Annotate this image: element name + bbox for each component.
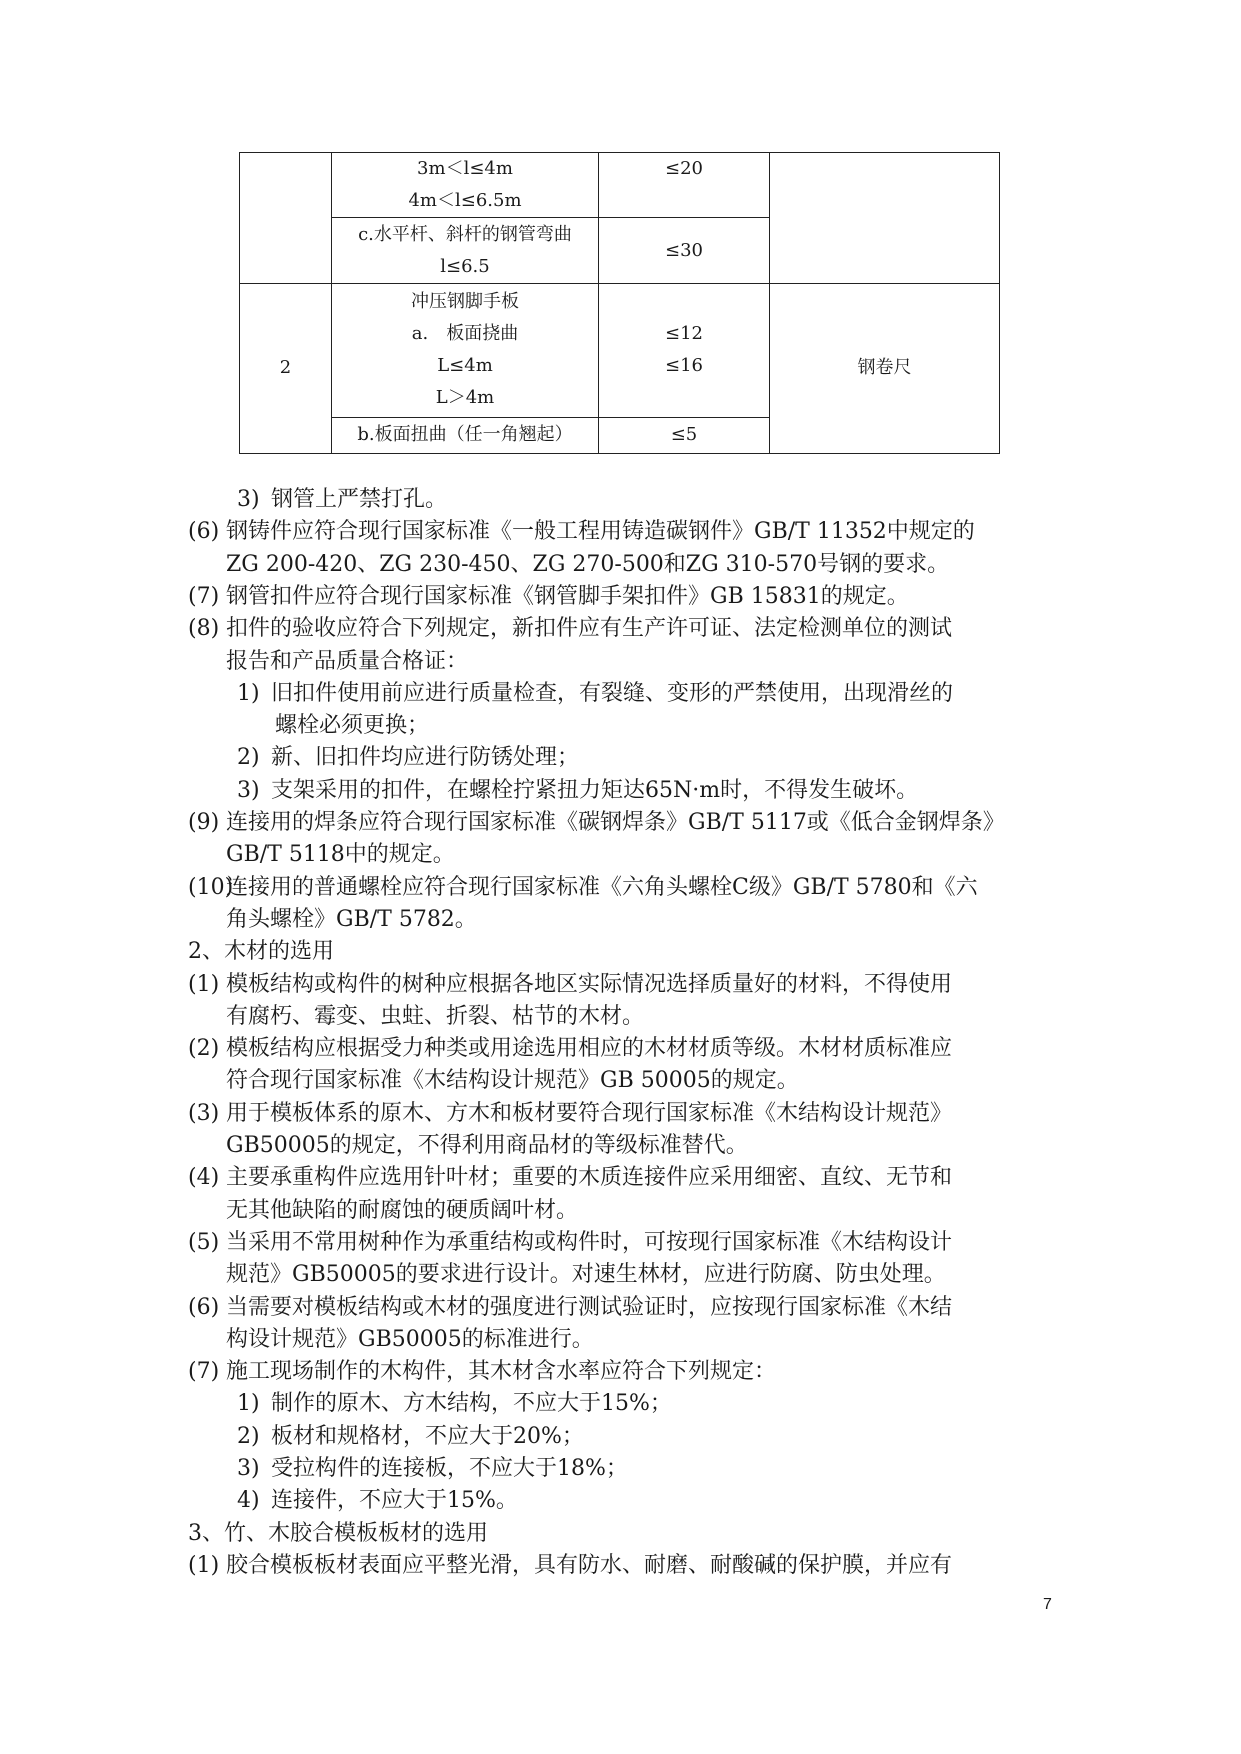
table-cell-tool (770, 153, 1000, 284)
line-text: 无其他缺陷的耐腐蚀的硬质阔叶材。 (226, 1197, 579, 1223)
line-text: 连接用的焊条应符合现行国家标准《碳钢焊条》GB/T 5117或《低合金钢焊条》 (226, 810, 1005, 835)
line-text: 主要承重构件应选用针叶材；重要的木质连接件应采用细密、直纹、无节和 (226, 1165, 953, 1191)
line-text: 旧扣件使用前应进行质量检查，有裂缝、变形的严禁使用，出现滑丝的 (271, 680, 954, 706)
list-number: (7) (188, 583, 220, 609)
text-line (188, 807, 1005, 839)
text-line (226, 549, 949, 581)
text-line (188, 581, 909, 613)
text-line (226, 839, 455, 871)
item-line: 冲压钢脚手板 (411, 291, 519, 313)
item-line: L≤4m (437, 355, 493, 377)
table-cell-no: 2 (240, 283, 332, 453)
text-line (237, 775, 918, 807)
table-cell-tolerance (599, 153, 770, 218)
tolerance-value: ≤20 (665, 158, 703, 179)
list-number: (1) (188, 1552, 220, 1578)
inspection-table (239, 152, 1000, 454)
list-number: (6) (188, 519, 220, 545)
line-text: 2、木材的选用 (188, 939, 334, 965)
line-text: 施工现场制作的木构件，其木材含水率应符合下列规定： (226, 1359, 777, 1385)
line-text: 钢管上严禁打孔。 (271, 487, 448, 512)
text-line (188, 969, 952, 1001)
text-line (237, 484, 447, 516)
item-line: c.水平杆、斜杆的钢管弯曲 (358, 223, 572, 245)
table-cell-tolerance (599, 283, 770, 417)
list-number: 1) (237, 1391, 260, 1417)
list-number: (1) (188, 971, 220, 997)
line-text: 新、旧扣件均应进行防锈处理； (271, 745, 580, 771)
table-cell-item: b.板面扭曲（任一角翘起） (332, 417, 599, 453)
line-text: 支架采用的扣件，在螺栓拧紧扭力矩达65N·m时，不得发生破坏。 (271, 777, 919, 803)
item-line: 4m＜l≤6.5m (408, 190, 522, 212)
table-row (240, 283, 1000, 417)
text-line (226, 1324, 594, 1356)
list-number: (2) (188, 1036, 220, 1062)
text-line (226, 1065, 799, 1097)
text-line (188, 1098, 952, 1130)
tolerance-value: ≤30 (665, 239, 703, 261)
item-line: 3m＜l≤4m (417, 158, 513, 180)
text-line (237, 1421, 584, 1453)
list-number: (4) (188, 1165, 220, 1191)
list-number: 2) (237, 745, 260, 771)
line-text: 钢铸件应符合现行国家标准《一般工程用铸造碳钢件》GB/T 11352中规定的 (226, 519, 975, 545)
table-row (240, 153, 1000, 218)
line-text: 报告和产品质量合格证： (226, 648, 469, 674)
list-number: (10) (188, 874, 234, 900)
tolerance-value: ≤16 (665, 355, 703, 377)
list-number: 4) (237, 1488, 260, 1514)
list-number: 3) (237, 1456, 260, 1481)
text-line (237, 1485, 518, 1517)
line-text: 规范》GB50005的要求进行设计。对速生林材，应进行防腐、防虫处理。 (226, 1262, 946, 1288)
line-text: 螺栓必须更换； (275, 713, 430, 739)
list-number: (8) (188, 616, 220, 642)
text-line (188, 1292, 952, 1324)
text-line (226, 1001, 644, 1033)
list-number: (3) (188, 1100, 220, 1126)
table-cell-item (332, 218, 599, 283)
text-line (188, 936, 334, 968)
text-line (275, 710, 429, 742)
line-text: 钢管扣件应符合现行国家标准《钢管脚手架扣件》GB 15831的规定。 (226, 583, 909, 609)
text-line (188, 1162, 952, 1194)
table-cell-tolerance (599, 218, 770, 283)
table-cell-item (332, 153, 599, 218)
line-text: 构设计规范》GB50005的标准进行。 (226, 1326, 594, 1352)
table-cell-no (240, 153, 332, 284)
line-text: 用于模板体系的原木、方木和板材要符合现行国家标准《木结构设计规范》 (226, 1100, 953, 1126)
list-number: 2) (237, 1423, 260, 1449)
text-line (188, 1550, 952, 1582)
line-text: GB50005的规定，不得利用商品材的等级标准替代。 (226, 1133, 748, 1158)
list-number: 1) (237, 680, 260, 706)
line-text: 胶合模板板材表面应平整光滑，具有防水、耐磨、耐酸碱的保护膜，并应有 (226, 1552, 953, 1578)
list-number: (9) (188, 810, 220, 835)
tolerance-value: ≤12 (665, 323, 703, 345)
item-line: L＞4m (435, 387, 495, 409)
table-cell-item (332, 283, 599, 417)
line-text: 角头螺栓》GB/T 5782。 (226, 906, 477, 932)
item-line: a. 板面挠曲 (411, 323, 519, 345)
list-number: (5) (188, 1229, 220, 1255)
line-text: 板材和规格材，不应大于20%； (271, 1423, 584, 1449)
line-text: 制作的原木、方木结构，不应大于15%； (271, 1391, 672, 1417)
item-line: l≤6.5 (440, 255, 490, 277)
line-text: 受拉构件的连接板，不应大于18%； (271, 1456, 628, 1481)
list-number: 3) (237, 487, 260, 512)
line-text: 当需要对模板结构或木材的强度进行测试验证时，应按现行国家标准《木结 (226, 1294, 953, 1320)
text-line (188, 613, 952, 645)
line-text: 有腐朽、霉变、虫蛀、折裂、枯节的木材。 (226, 1003, 645, 1029)
text-line (226, 646, 468, 678)
text-line (188, 1356, 776, 1388)
text-line (188, 1033, 952, 1065)
text-line (237, 678, 953, 710)
line-text: 连接用的普通螺栓应符合现行国家标准《六角头螺栓C级》GB/T 5780和《六 (226, 874, 978, 900)
line-text: 扣件的验收应符合下列规定，新扣件应有生产许可证、法定检测单位的测试 (226, 616, 953, 642)
text-line (226, 1130, 748, 1162)
text-line (237, 742, 579, 774)
table-cell-tolerance: ≤5 (599, 417, 770, 453)
table-cell-tool: 钢卷尺 (770, 283, 1000, 453)
line-text: 模板结构或构件的树种应根据各地区实际情况选择质量好的材料，不得使用 (226, 971, 953, 997)
text-line (226, 904, 477, 936)
line-text: 当采用不常用树种作为承重结构或构件时，可按现行国家标准《木结构设计 (226, 1229, 953, 1255)
list-number: 3) (237, 777, 260, 803)
line-text: ZG 200-420、ZG 230-450、ZG 270-500和ZG 310-570号钢的要求。 (226, 551, 950, 577)
list-number: (7) (188, 1359, 220, 1385)
line-text: 3、竹、木胶合模板板材的选用 (188, 1520, 488, 1546)
line-text: 模板结构应根据受力种类或用途选用相应的木材材质等级。木材材质标准应 (226, 1036, 953, 1062)
text-line (188, 1518, 488, 1550)
text-line (237, 1388, 672, 1420)
text-line (188, 516, 975, 548)
list-number: (6) (188, 1294, 220, 1320)
line-text: 符合现行国家标准《木结构设计规范》GB 50005的规定。 (226, 1068, 799, 1094)
text-line (226, 1195, 578, 1227)
text-line (188, 1227, 952, 1259)
line-text: GB/T 5118中的规定。 (226, 842, 455, 868)
line-text: 连接件，不应大于15%。 (271, 1488, 518, 1514)
page-number: 7 (1043, 1596, 1052, 1613)
text-line (188, 872, 978, 904)
text-line (226, 1259, 946, 1291)
text-line (237, 1453, 628, 1485)
